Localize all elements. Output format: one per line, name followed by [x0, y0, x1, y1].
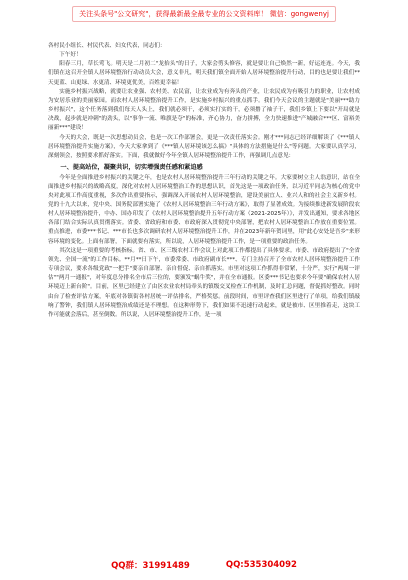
greeting: 下午好！ — [59, 52, 82, 59]
body-paragraph: 阳春三月，草长莺飞。明天是二月初二"龙抬头"的日子，大家会剪头修容，就是要让自己焕然一新，好运连连。今天，我们镇在这召开全镇人居环境整治行动动员大会，意义非凡，明天我们镇全面开始人居环境整治提升行动，目的也是要让我们**天更蓝、山更绿、水更清、环境更优美，百姓更幸福！ — [48, 61, 360, 86]
body-paragraph: 实施乡村振兴战略，就要让农业强、农村美、农民富，让农业成为有奔头的产业，让农民成为有吸引力的职业，让农村成为安居乐业的美丽家园。而农村人居环境整治提升工作，是实施乡村振兴的重点抓手。我们今天会议的主题就是"美丽***助力乡村振兴"，这个任务落到我们每天人头上，我们就必须干，必须实打实的干，必须撸了袖子干，我们乡镇上下要以"开局就是决战，起步就是冲刺"的劲头，以"事争一流、唯旗是夺"的标准，齐心协力，奋力拼搏，全力快速推进"产城融合***区、富裕美丽新***"建设！ — [48, 88, 360, 132]
qq-text: QQ:535304092 — [225, 560, 297, 570]
salutation: 各村民小组长、村民代表、妇女代表，同志们： — [48, 43, 166, 49]
document-page — [48, 42, 360, 547]
section-heading: 一、提高站位，凝聚共识，切实增强责任感和紧迫感 — [60, 164, 203, 172]
contact-footer — [0, 556, 408, 574]
body-paragraph: 其次这是一项重要的考核指标。省、市、区三级农村工作会议上对此项工作都提出了具体要求。市委、市政府提出了"全省领先、全国一流"的工作目标。**月**日下午，市委常委、市政府副市长***、专门主持召开了全市农村人居环境整治提升工作专项会议，要求各级党政"一把手"要亲自部署、亲自督促、亲自抓落实。市里对这项工作抓得非常紧，十分严，实行"两周一评估""两月一通报"，对年度总分排名全市后三位的，要颁发"蜗牛奖"，并在全市通报。区委***书记也要求今年要"确保农村人居环境迈上新台阶"。目前，区里已经建立了由区农业农村局牵头的镇级交叉检查工作机制，及时汇总问题，督促抓好整改。同时由台了检查评估方案，年底对各镇街各村居统一评估排名，严格奖惩。前段时间，市里评查我们区里进行了单项，给我们镇敲响了警钟，我们镇人居环境整治成绩还是不理想。在这种形势下，我们如果不迅速行动起来，就是被市、区里推着走，这块工作可能就会落后，甚至倒数。所以说，人居环境整治提升工作，是一项 — [48, 247, 360, 318]
promo-banner-text: 关注头条号"公文研究"，获得最新最全最专业的公文资料库！ 微信：gongwenyj — [72, 6, 336, 22]
qq-group-text: QQ群：31991489 — [111, 561, 190, 571]
body-paragraph: 今天的大会，既是一次思想动员会，也是一次工作部署会，更是一次责任落实会。刚才***同志已经详细解读了《***镇人居环境整治提升实施方案》，今天大家拿到了《***镇人居环境该怎么搞》"具体的方法措施是什么"等问题。大家要认真学习，深刻领会，按照要求抓好落实。下面，我就做好今年全镇人居环境整治提升工作，再强调几点意见： — [48, 134, 360, 159]
promo-banner — [0, 0, 408, 28]
body-paragraph: 今年是全面推进乡村振兴的关键之年，也是农村人居环境整治提升三年行动的关键之年。大家要树立主人翁意识，站在全面推进乡村振兴的战略高度，深化对农村人居环境整治工作的思想认识，首先这是一项政治任务，以习近平同志为核心的党中央对此项工作高度重视，多次作出重要指示，强调深入开展农村人居环境整治，建设美丽宜人、业兴人和的社会主义新乡村。党的十九大以来，党中央、国务院部署实施了《农村人居环境整治三年行动方案》，取得了显著成效。为接续推进新发展阶段农村人居环境整治提升，中办、国办印发了《农村人居环境整治提升五年行动方案（2021-2025年）》，并发出通知，要求各地区各部门结合实际认真贯彻落实。省委、省政府和市委、市政府深入贯彻党中央部署，把农村人居环境整治工作放在重要位置。重点推进，市委***书记、***市长也多次调研农村人居环境整治提升工作，并在2023年新年贺词里，用"此心安处是吾乡"来形容环境的变化。上面有部署，下面就要有落实，所以说，人居环境整治提升工作，是一项重要的政治任务。 — [48, 174, 360, 245]
